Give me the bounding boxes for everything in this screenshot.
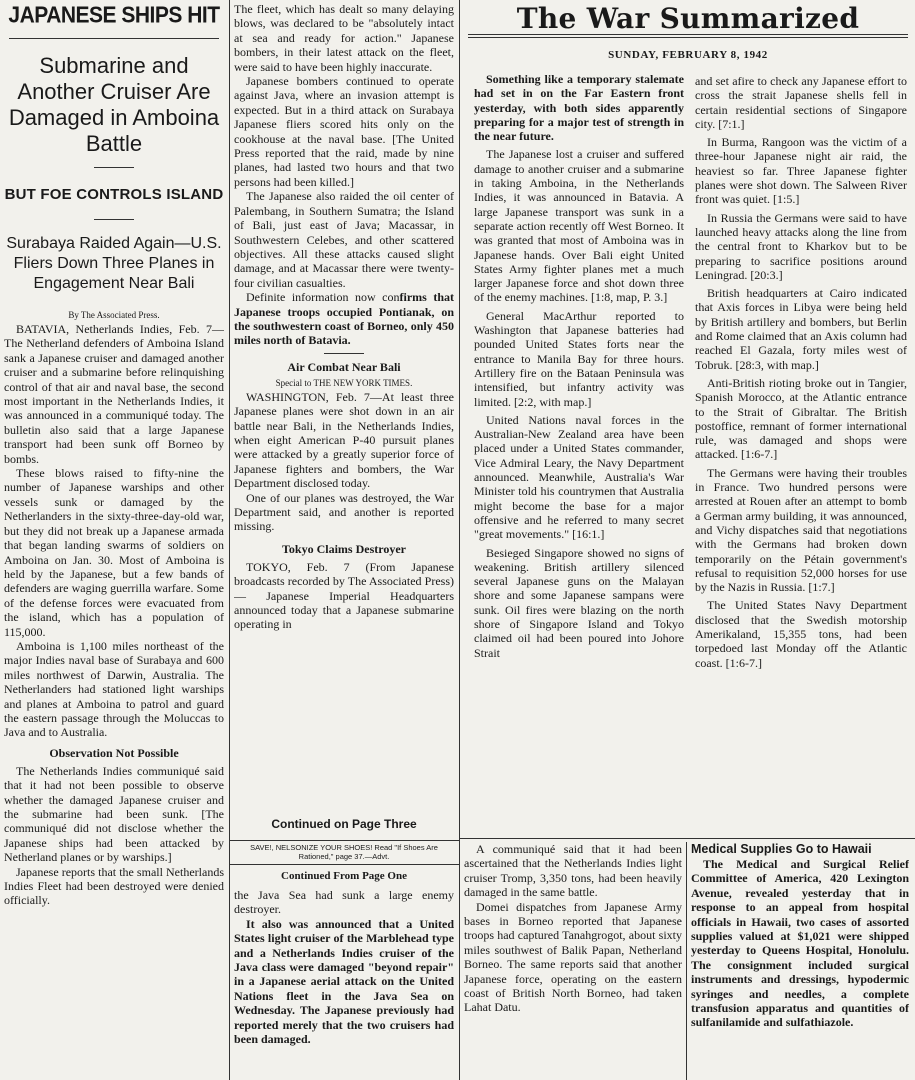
summary-paragraph: In Russia the Germans were said to have launched heavy attacks along the line from the central front to Kharkov but to be preparing to sacrifice positions around Leningrad. [20:3.] (695, 210, 907, 282)
summary-paragraph: In Burma, Rangoon was the victim of a three-hour Japanese night air raid, the heaviest so far. Three Japanese fighter planes were shot down. The Salween River front was quiet. [1:5.] (695, 135, 907, 207)
summary-paragraph: United Nations naval forces in the Australian-New Zealand area have been placed under a United States commander, Vice Admiral Leary, the Navy Department announced. Meanwhile, Australia's War Minister told his countrymen that Australia might become the base for a major offensive and he referred to many secret "great movements." [16:1.] (474, 412, 684, 542)
column-rule-2 (459, 0, 460, 1080)
ad-rule (230, 864, 459, 865)
war-summary-title: The War Summarized (516, 2, 860, 35)
subheading-observation: Observation Not Possible (49, 745, 179, 760)
summary-paragraph: and set afire to check any Japanese effort to cross the strait Japanese shells fell in certain residential sections of Singapore city. [7:1.] (695, 74, 907, 131)
article-paragraph: WASHINGTON, Feb. 7—At least three Japanese planes were shot down in an air battle near Bali, in the Netherlands Indies, when eight American P-40 pursuit planes were attacked by a greatly superior force of Japanese fighters and bombers, the War Department disclosed today. (234, 389, 454, 491)
article-paragraph: the Java Sea had sunk a large enemy destroyer. (234, 888, 454, 917)
main-headline: Submarine and Another Cruiser Are Damaged in Amboina Battle (8, 53, 220, 156)
column-1 (4, 0, 224, 1080)
war-summary-column-b (695, 74, 907, 836)
article-paragraph: The Netherlands Indies communiqué said that it had not been possible to observe whether the damaged Japanese cruiser and the submarine had been sunk. [The communiqué did not disclose whether the Japanese ships had been attacked by Netherland planes or by warships.] (4, 763, 224, 865)
continued-rule (230, 840, 459, 841)
article-paragraph: TOKYO, Feb. 7 (From Japanese broadcasts recorded by The Associated Press) — Japanese Imperial Headquarters announced today that a Japanese submarine operating in (234, 559, 454, 632)
byline: By The Associated Press. (68, 310, 160, 320)
article-paragraph: A communiqué said that it had been ascertained that the Netherlands Indies light cruiser Tromp, 3,350 tons, had been heavily damaged in the same battle. (464, 842, 682, 900)
war-summary-header (464, 0, 912, 80)
article-paragraph: One of our planes was destroyed, the War Department said, and another is reported missing. (234, 490, 454, 534)
article-paragraph: BATAVIA, Netherlands Indies, Feb. 7—The Netherland defenders of Amboina Island sank a Japanese cruiser and damaged another cruiser and a submarine before relinquishing control of that air and naval base, the second most important in the Netherlands Indies, it was announced in a communiqué today. The bulletin also said that a large Japanese transport had been sunk off Borneo by bombs. (4, 322, 224, 466)
subheading-air-combat: Air Combat Near Bali (287, 359, 401, 374)
column-rule-1 (229, 0, 230, 1080)
article-paragraph (234, 917, 454, 1047)
article-paragraph: These blows raised to fifty-nine the number of Japanese warships and other vessels sunk or damaged by the Netherlanders in the sixty-three-day-old war, but they did not break up a Japanese armada that began landing swarms of soldiers on Amboina on Jan. 30. Most of Amboina is held by the Japanese, but a few bands of defenders are waging guerrilla warfare. Some of the defense forces were evacuated from the island, which has a population of 115,000. (4, 466, 224, 639)
special-credit: Special to THE NEW YORK TIMES. (275, 377, 413, 388)
article-text: Definite information now con (246, 290, 400, 305)
war-summary-bottom-rule (460, 838, 915, 839)
divider (94, 219, 134, 220)
continued-box (234, 812, 454, 840)
article-paragraph: Amboina is 1,100 miles northeast of the major Indies naval base of Surabaya and 600 miles northwest of Darwin, Australia. The Netherlanders had stationed light warships and planes at Amboina to patrol and guard the eastern passage through the Moluccas to Java and to Australia. (4, 638, 224, 740)
banner-headline: JAPANESE SHIPS HIT (8, 3, 220, 28)
sub-deck-headline: Surabaya Raided Again—U.S. Fliers Down Three Planes in Engagement Near Bali (6, 235, 222, 292)
article-text-bold: It also was announced that a United States light cruiser of the Marblehead type and a Netherlands Indies cruiser of the Java class were damaged "beyond repair" in a Japanese aerial attack on the United Nations fleet in the Java Sea on Wednesday. The Japanese previously had reported merely that the two cruisers had been damaged. (234, 916, 454, 1047)
article-paragraph (464, 900, 682, 1015)
summary-paragraph: Anti-British rioting broke out in Tangier, Spanish Morocco, at the Atlantic entrance to the Strait of Gibraltar. The British postoffice, remnant of former international rule, was damaged and shops were attacked. [1:6-7.] (695, 375, 907, 462)
column-rule-3 (686, 842, 687, 1080)
ad-nelsonize: SAVE!, NELSONIZE YOUR SHOES! Read "If Shoes Are Rationed," page 37.—Advt. (250, 843, 438, 861)
column-2 (234, 2, 454, 840)
article-paragraph (234, 290, 454, 348)
subheading-tokyo: Tokyo Claims Destroyer (282, 541, 406, 556)
divider (324, 353, 364, 354)
article-text-bold: The Medical and Surgical Relief Committee of America, 420 Lexington Avenue, revealed yesterday that in response to an appeal from hospital officials in Hawaii, two cases of assorted supplies valued at $1,021 were shipped yesterday to Queens Hospital, Honolulu. The consignment included surgical instruments and dressings, hypodermic syringes and needles, a complete transfusion apparatus and quantities of sulfanilamide and sulfathiazole. (691, 857, 909, 1030)
medical-supplies-title: Medical Supplies Go to Hawaii (691, 842, 872, 856)
article-text: Domei dispatches from Japanese Army bases in Borneo reported that Japanese troops had captured Tanahgrogot, about sixty miles southwest of Balik Papan, Netherland Borneo. The same reports said that another Japanese force, operating on the eastern coast of British North Borneo, had taken Lahat Datu. (464, 899, 682, 1015)
war-summary-column-a (474, 72, 684, 836)
divider (94, 167, 134, 168)
divider (9, 38, 219, 39)
summary-paragraph: British headquarters at Cairo indicated that Axis forces in Libya were being held by British artillery and bombers, but Berlin and Rome claimed that an Axis column had reached El Gazala, forty miles west of Tobruk. [28:3, with map.] (695, 286, 907, 372)
summary-paragraph: The United States Navy Department disclosed that the Swedish motorship Amerikaland, 15,355 tons, had been torpedoed last Monday off the Atlantic coast. [1:6-7.] (695, 598, 907, 670)
column-2-continued (234, 868, 454, 1080)
continued-on-page-three: Continued on Page Three (271, 817, 417, 831)
summary-paragraph: Besieged Singapore showed no signs of weakening. British artillery silenced several Japanese guns on the Malayan shore and some Japanese sampans were sunk. Oil fires were blazing on the north shore of Singapore Island and Tokyo claimed oil had been poured into Johore Strait (474, 545, 684, 660)
article-paragraph: The Japanese also raided the oil center of Palembang, in Southern Sumatra; the Island of Bali, just east of Java; Macassar, in Southwestern Celebes, and other scattered objectives. All these attacks caused slight damage, and at Macassar there were twenty-four civilian casualties. (234, 189, 454, 290)
continued-from-page-one: Continued From Page One (281, 870, 407, 882)
war-summary-date: SUNDAY, FEBRUARY 8, 1942 (608, 49, 768, 61)
advertisement (234, 843, 454, 863)
article-text-bold: firms that Japanese troops occupied Pontianak, on the southwestern coast of Borneo, only 450 miles north of Batavia. (234, 290, 454, 348)
article-paragraph: Japanese reports that the small Netherlands Indies Fleet had been destroyed were denied officially. (4, 864, 224, 908)
medical-supplies-article (691, 842, 909, 1080)
article-paragraph (691, 857, 909, 1030)
summary-paragraph: Something like a temporary stalemate had set in on the Far Eastern front yesterday, with both sides apparently preparing for a major test of strength in the near future. (474, 72, 684, 144)
summary-paragraph: The Japanese lost a cruiser and suffered damage to another cruiser and a submarine in taking Amboina, in the Netherlands Indies, it was announced in Batavia. A large Japanese transport was sunk in a separate action recently off West Borneo. It was granted that most of Amboina was in Japanese hands. Over Bali eight United States Army fighter planes met a much larger Japanese force and shot down three of the enemy machines. [1:8, map, P. 3.] (474, 147, 684, 305)
summary-paragraph: General MacArthur reported to Washington that Japanese batteries had pounded United States forts near the entrance to Manila Bay for three hours. Artillery fire on the Bataan Peninsula was intensified, but infantry activity was limited. [2:2, with map.] (474, 308, 684, 409)
article-paragraph: The fleet, which has dealt so many delaying blows, was declared to be "absolutely intact at sea and ready for action." Japanese bombers, in their latest attack on the fleet, were said to have been highly inaccurate. (234, 2, 454, 74)
deck-headline: BUT FOE CONTROLS ISLAND (4, 186, 224, 203)
article-paragraph: Japanese bombers continued to operate against Java, where an invasion attempt is expected. But in a third attack on Surabaya Japanese fliers scored hits only on the cookhouse at the naval base. [The United Press reported that the raid, made by nine planes, had lasted two hours and that two persons had been killed.] (234, 74, 454, 189)
column-3-bottom (464, 842, 682, 1080)
summary-paragraph: The Germans were having their troubles in France. Two hundred persons were arrested at Rouen after an attempt to bomb a German army building, it was announced, and Vichy dispatches said that negotiations with the Germans had broken down temporarily on the Pétain government's refusal to requisition 52,000 horses for use by the Nazis in Russia. [1:7.] (695, 465, 907, 595)
